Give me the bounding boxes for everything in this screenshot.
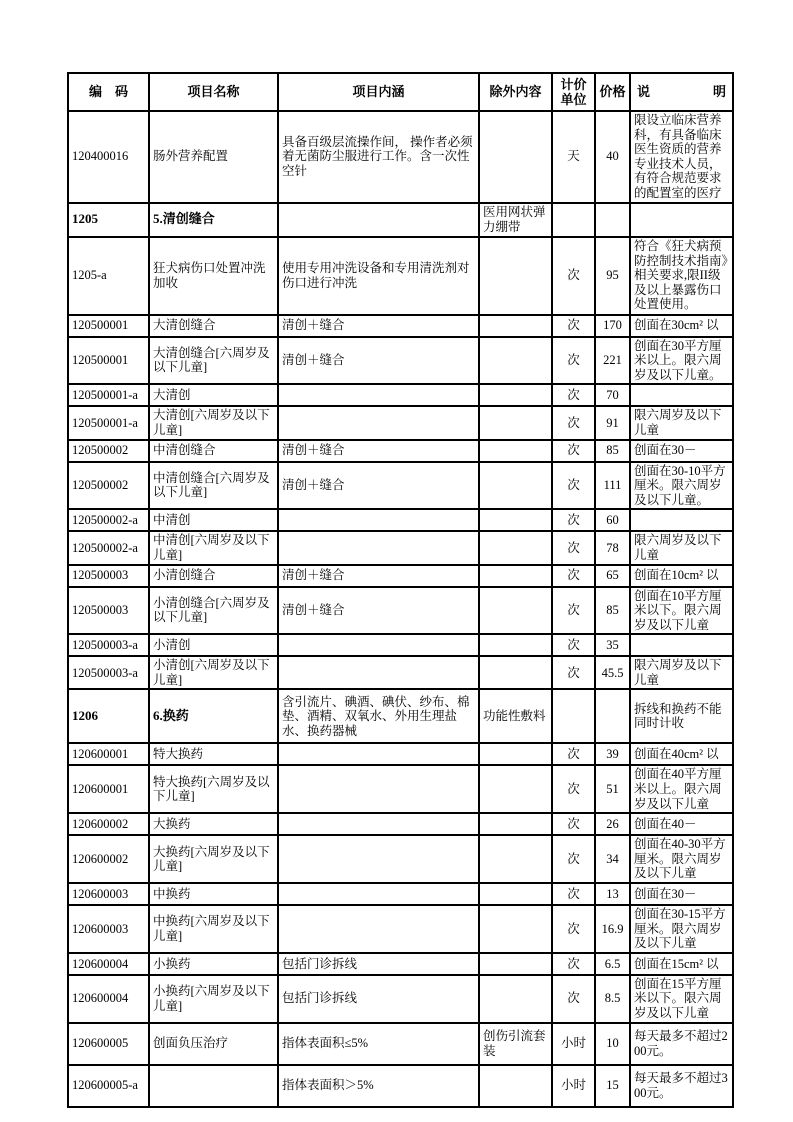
cell-content <box>278 656 479 689</box>
cell-unit: 次 <box>552 337 595 385</box>
cell-note <box>630 509 733 531</box>
cell-unit: 次 <box>552 565 595 587</box>
cell-price: 85 <box>595 440 630 462</box>
cell-code: 120500001 <box>68 337 149 385</box>
cell-note: 创面在30-15平方厘米。限六周岁及以下儿童 <box>630 905 733 953</box>
cell-excluded <box>479 634 552 656</box>
cell-price: 15 <box>595 1065 630 1107</box>
cell-unit: 次 <box>552 440 595 462</box>
cell-content <box>278 883 479 905</box>
cell-note: 创面在40cm² 以 <box>630 743 733 765</box>
table-row <box>68 111 733 203</box>
table-row <box>68 953 733 975</box>
cell-excluded <box>479 813 552 835</box>
column-header-code: 编 码 <box>68 73 149 111</box>
cell-note: 创面在30cm² 以 <box>630 315 733 337</box>
column-header-content: 项目内涵 <box>278 73 479 111</box>
cell-code: 1205-a <box>68 237 149 315</box>
cell-content: 使用专用冲洗设备和专用清洗剂对伤口进行冲洗 <box>278 237 479 315</box>
table-row <box>68 905 733 953</box>
cell-excluded <box>479 462 552 510</box>
cell-note: 限六周岁及以下儿童 <box>630 406 733 439</box>
cell-content <box>278 634 479 656</box>
cell-price: 91 <box>595 406 630 439</box>
price-table <box>67 72 734 1108</box>
cell-code: 1205 <box>68 203 149 237</box>
cell-price: 45.5 <box>595 656 630 689</box>
cell-note: 限六周岁及以下儿童 <box>630 531 733 564</box>
cell-note: 限设立临床营养科，有具备临床医生资质的营养专业技术人员，有符合规范要求的配置室的医疗 <box>630 111 733 203</box>
header-row <box>68 73 733 111</box>
cell-note: 创面在40-30平方厘米。限六周岁及以下儿童 <box>630 835 733 883</box>
table-row <box>68 337 733 385</box>
table-row <box>68 1023 733 1065</box>
cell-unit: 次 <box>552 743 595 765</box>
cell-code: 120500003 <box>68 587 149 635</box>
cell-excluded <box>479 406 552 439</box>
cell-note: 创面在30-10平方厘米。限六周岁及以下儿童。 <box>630 462 733 510</box>
cell-content: 含引流片、碘酒、碘伏、纱布、棉垫、酒精、双氧水、外用生理盐水、换药器械 <box>278 689 479 743</box>
table-row <box>68 1065 733 1107</box>
cell-excluded <box>479 315 552 337</box>
cell-code: 120600002 <box>68 813 149 835</box>
cell-content <box>278 813 479 835</box>
cell-unit: 次 <box>552 813 595 835</box>
cell-excluded <box>479 337 552 385</box>
cell-content: 清创＋缝合 <box>278 315 479 337</box>
cell-excluded <box>479 953 552 975</box>
cell-excluded <box>479 237 552 315</box>
cell-name: 中清创 <box>149 509 278 531</box>
cell-unit: 次 <box>552 406 595 439</box>
table-row <box>68 440 733 462</box>
cell-content <box>278 743 479 765</box>
cell-unit: 小时 <box>552 1023 595 1065</box>
cell-unit: 次 <box>552 315 595 337</box>
table-row <box>68 634 733 656</box>
table-row <box>68 587 733 635</box>
cell-excluded <box>479 111 552 203</box>
table-row <box>68 835 733 883</box>
cell-price: 40 <box>595 111 630 203</box>
column-header-note: 说 明 <box>630 73 733 111</box>
cell-price: 170 <box>595 315 630 337</box>
cell-note: 符合《狂犬病预防控制技术指南》相关要求,限II级及以上暴露伤口处置使用。 <box>630 237 733 315</box>
cell-content <box>278 406 479 439</box>
cell-name: 大清创缝合[六周岁及以下儿童] <box>149 337 278 385</box>
table-row <box>68 237 733 315</box>
cell-name: 中清创缝合[六周岁及以下儿童] <box>149 462 278 510</box>
cell-name: 5.清创缝合 <box>149 203 278 237</box>
cell-code: 1206 <box>68 689 149 743</box>
cell-excluded <box>479 975 552 1023</box>
cell-unit: 次 <box>552 634 595 656</box>
cell-content: 清创＋缝合 <box>278 565 479 587</box>
cell-excluded <box>479 565 552 587</box>
cell-price: 111 <box>595 462 630 510</box>
cell-code: 120500002-a <box>68 509 149 531</box>
cell-code: 120600004 <box>68 953 149 975</box>
cell-note <box>630 203 733 237</box>
cell-excluded <box>479 1065 552 1107</box>
cell-content <box>278 905 479 953</box>
cell-name: 中换药[六周岁及以下儿童] <box>149 905 278 953</box>
cell-unit: 天 <box>552 111 595 203</box>
cell-content <box>278 203 479 237</box>
cell-note: 创面在30－ <box>630 440 733 462</box>
cell-code: 120600004 <box>68 975 149 1023</box>
cell-content: 清创＋缝合 <box>278 337 479 385</box>
cell-name: 创面负压治疗 <box>149 1023 278 1065</box>
table-row <box>68 509 733 531</box>
cell-content <box>278 765 479 813</box>
cell-note <box>630 634 733 656</box>
cell-code: 120500002 <box>68 462 149 510</box>
table-row <box>68 315 733 337</box>
cell-content: 清创＋缝合 <box>278 462 479 510</box>
table-row <box>68 384 733 406</box>
cell-excluded <box>479 835 552 883</box>
cell-excluded <box>479 905 552 953</box>
cell-name: 小清创[六周岁及以下儿童] <box>149 656 278 689</box>
cell-note: 创面在10cm² 以 <box>630 565 733 587</box>
cell-code: 120600002 <box>68 835 149 883</box>
table-row <box>68 689 733 743</box>
table-row <box>68 462 733 510</box>
cell-name: 中清创缝合 <box>149 440 278 462</box>
cell-note: 拆线和换药不能同时计收 <box>630 689 733 743</box>
cell-name: 大清创[六周岁及以下儿童] <box>149 406 278 439</box>
cell-unit: 次 <box>552 462 595 510</box>
cell-unit: 次 <box>552 835 595 883</box>
cell-name: 肠外营养配置 <box>149 111 278 203</box>
cell-name: 大换药[六周岁及以下儿童] <box>149 835 278 883</box>
cell-excluded <box>479 656 552 689</box>
cell-code: 120500001-a <box>68 384 149 406</box>
cell-note: 每天最多不超过300元。 <box>630 1065 733 1107</box>
cell-note: 限六周岁及以下儿童 <box>630 656 733 689</box>
cell-code: 120500003 <box>68 565 149 587</box>
cell-excluded: 功能性敷料 <box>479 689 552 743</box>
cell-excluded: 医用网状弹力绷带 <box>479 203 552 237</box>
table-row <box>68 883 733 905</box>
cell-name: 中清创[六周岁及以下儿童] <box>149 531 278 564</box>
cell-unit: 次 <box>552 975 595 1023</box>
cell-content: 清创＋缝合 <box>278 587 479 635</box>
table-row <box>68 975 733 1023</box>
table-row <box>68 531 733 564</box>
cell-content <box>278 835 479 883</box>
cell-excluded: 创伤引流套装 <box>479 1023 552 1065</box>
cell-note: 创面在40－ <box>630 813 733 835</box>
cell-unit: 次 <box>552 587 595 635</box>
cell-name: 大清创 <box>149 384 278 406</box>
cell-unit: 次 <box>552 765 595 813</box>
cell-unit: 次 <box>552 953 595 975</box>
cell-note <box>630 384 733 406</box>
cell-code: 120600003 <box>68 883 149 905</box>
cell-price: 221 <box>595 337 630 385</box>
cell-price: 34 <box>595 835 630 883</box>
cell-content: 包括门诊拆线 <box>278 975 479 1023</box>
cell-note: 每天最多不超过200元。 <box>630 1023 733 1065</box>
table-row <box>68 813 733 835</box>
cell-content <box>278 384 479 406</box>
cell-unit: 次 <box>552 883 595 905</box>
table-row <box>68 743 733 765</box>
cell-note: 创面在15cm² 以 <box>630 953 733 975</box>
cell-price: 10 <box>595 1023 630 1065</box>
cell-price: 6.5 <box>595 953 630 975</box>
cell-name: 大换药 <box>149 813 278 835</box>
cell-code: 120500002-a <box>68 531 149 564</box>
cell-note: 创面在15平方厘米以下。限六周岁及以下儿童 <box>630 975 733 1023</box>
cell-code: 120500002 <box>68 440 149 462</box>
cell-name: 大清创缝合 <box>149 315 278 337</box>
cell-code: 120500001 <box>68 315 149 337</box>
table-row <box>68 203 733 237</box>
cell-code: 120500003-a <box>68 656 149 689</box>
cell-unit <box>552 689 595 743</box>
cell-price: 78 <box>595 531 630 564</box>
cell-note: 创面在30平方厘米以上。限六周岁及以下儿童。 <box>630 337 733 385</box>
cell-name: 小换药[六周岁及以下儿童] <box>149 975 278 1023</box>
cell-price: 51 <box>595 765 630 813</box>
cell-name: 6.换药 <box>149 689 278 743</box>
cell-price: 65 <box>595 565 630 587</box>
table-header <box>68 73 733 111</box>
cell-content: 指体表面积≤5% <box>278 1023 479 1065</box>
cell-code: 120600003 <box>68 905 149 953</box>
cell-unit <box>552 203 595 237</box>
cell-excluded <box>479 509 552 531</box>
cell-price: 35 <box>595 634 630 656</box>
cell-price <box>595 203 630 237</box>
cell-unit: 次 <box>552 384 595 406</box>
cell-excluded <box>479 531 552 564</box>
column-header-name: 项目名称 <box>149 73 278 111</box>
cell-price: 85 <box>595 587 630 635</box>
cell-price <box>595 689 630 743</box>
cell-price: 60 <box>595 509 630 531</box>
cell-code: 120600001 <box>68 765 149 813</box>
cell-unit: 次 <box>552 237 595 315</box>
table-body <box>68 111 733 1107</box>
cell-price: 13 <box>595 883 630 905</box>
cell-excluded <box>479 765 552 813</box>
cell-price: 70 <box>595 384 630 406</box>
cell-note: 创面在40平方厘米以上。限六周岁及以下儿童 <box>630 765 733 813</box>
cell-price: 8.5 <box>595 975 630 1023</box>
cell-excluded <box>479 883 552 905</box>
cell-content <box>278 531 479 564</box>
cell-price: 95 <box>595 237 630 315</box>
cell-code: 120400016 <box>68 111 149 203</box>
cell-excluded <box>479 743 552 765</box>
cell-unit: 次 <box>552 656 595 689</box>
cell-excluded <box>479 384 552 406</box>
cell-content: 包括门诊拆线 <box>278 953 479 975</box>
cell-name: 特大换药[六周岁及以下儿童] <box>149 765 278 813</box>
price-table-container <box>67 72 734 1108</box>
column-header-excluded: 除外内容 <box>479 73 552 111</box>
cell-code: 120500003-a <box>68 634 149 656</box>
table-row <box>68 656 733 689</box>
cell-code: 120500001-a <box>68 406 149 439</box>
cell-name: 狂犬病伤口处置冲洗加收 <box>149 237 278 315</box>
cell-code: 120600005-a <box>68 1065 149 1107</box>
cell-name: 小清创缝合[六周岁及以下儿童] <box>149 587 278 635</box>
cell-note: 创面在10平方厘米以下。限六周岁及以下儿童 <box>630 587 733 635</box>
cell-unit: 次 <box>552 905 595 953</box>
cell-content: 指体表面积＞5% <box>278 1065 479 1107</box>
cell-name: 中换药 <box>149 883 278 905</box>
cell-name <box>149 1065 278 1107</box>
cell-price: 26 <box>595 813 630 835</box>
cell-name: 小换药 <box>149 953 278 975</box>
cell-unit: 小时 <box>552 1065 595 1107</box>
cell-note: 创面在30－ <box>630 883 733 905</box>
cell-name: 小清创 <box>149 634 278 656</box>
cell-content: 具备百级层流操作间， 操作者必须着无菌防尘服进行工作。含一次性空针 <box>278 111 479 203</box>
cell-name: 小清创缝合 <box>149 565 278 587</box>
table-row <box>68 765 733 813</box>
cell-content: 清创＋缝合 <box>278 440 479 462</box>
cell-excluded <box>479 587 552 635</box>
table-row <box>68 565 733 587</box>
cell-excluded <box>479 440 552 462</box>
cell-content <box>278 509 479 531</box>
cell-code: 120600001 <box>68 743 149 765</box>
cell-price: 39 <box>595 743 630 765</box>
cell-unit: 次 <box>552 531 595 564</box>
column-header-price: 价格 <box>595 73 630 111</box>
table-row <box>68 406 733 439</box>
column-header-unit: 计价单位 <box>552 73 595 111</box>
cell-name: 特大换药 <box>149 743 278 765</box>
cell-unit: 次 <box>552 509 595 531</box>
cell-code: 120600005 <box>68 1023 149 1065</box>
cell-price: 16.9 <box>595 905 630 953</box>
